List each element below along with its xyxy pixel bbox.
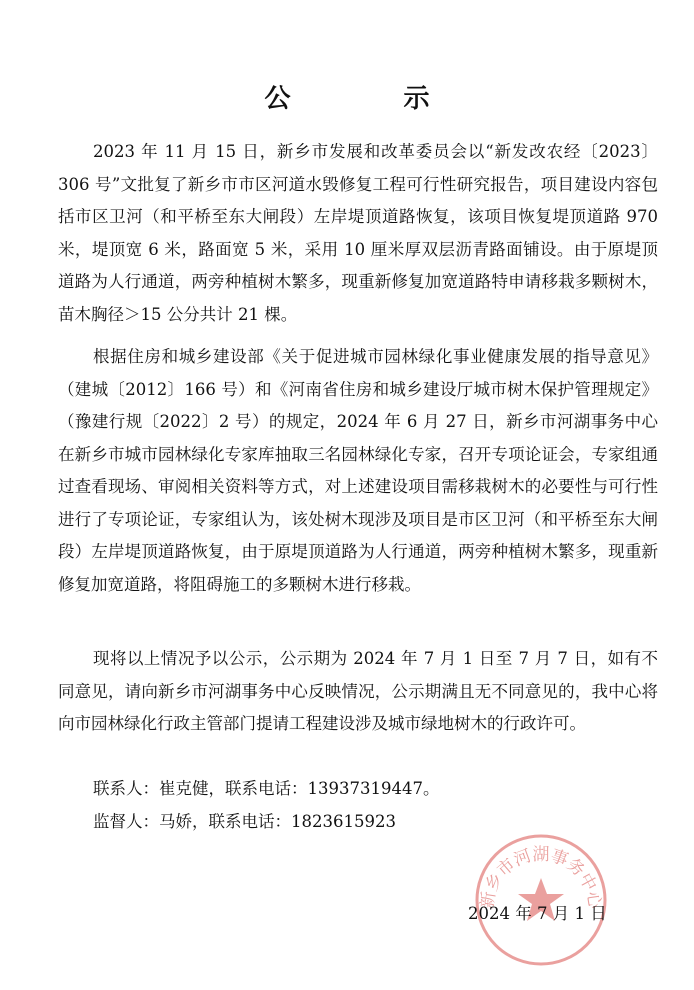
contact-person: 联系人：崔克健，联系电话：13937319447。	[93, 779, 440, 798]
paragraph-approval: 2023 年 11 月 15 日，新乡市发展和改革委员会以“新发改农经〔2023〕306 号”文批复了新乡市市区河道水毁修复工程可行性研究报告，项目建设内容包括市区卫河（和平桥至东大闸段）左岸堤顶道路恢复，该项目恢复堤顶道路 970 米，堤顶宽 6 米，路面宽 5 米，采用 10 厘米厚双层沥青路面铺设。由于原堤顶道路为人行通道，两旁种植树木繁多，现重新修复加宽道路特申请移栽多颗树木，苗木胸径＞15 公分共计 21 棵。	[58, 142, 658, 324]
document-date: 2024 年 7 月 1 日	[468, 904, 607, 923]
paragraph-notice-period: 现将以上情况予以公示，公示期为 2024 年 7 月 1 日至 7 月 7 日，如有不同意见，请向新乡市河湖事务中心反映情况，公示期满且无不同意见的，我中心将向市园林绿化行政主管部门提请工程建设涉及城市绿地树木的行政许可。	[58, 649, 658, 733]
seal-text: 新乡市河湖事务中心	[477, 845, 605, 910]
supervisor-person: 监督人：马娇，联系电话：1823615923	[93, 812, 396, 831]
page-title: 公 示	[264, 84, 482, 114]
paragraph-expert-review: 根据住房和城乡建设部《关于促进城市园林绿化事业健康发展的指导意见》（建城〔2012〕166 号）和《河南省住房和城乡建设厅城市树木保护管理规定》（豫建行规〔2022〕2 号）的规定，2024 年 6 月 27 日，新乡市河湖事务中心在新乡市城市园林绿化专家库抽取三名园林绿化专家，召开专项论证会，专家组通过查看现场、审阅相关资料等方式，对上述建设项目需移栽树木的必要性与可行性进行了专项论证，专家组认为，该处树木现涉及项目是市区卫河（和平桥至东大闸段）左岸堤顶道路恢复，由于原堤顶道路为人行通道，两旁种植树木繁多，现重新修复加宽道路，将阻碍施工的多颗树木进行移栽。	[58, 347, 658, 594]
